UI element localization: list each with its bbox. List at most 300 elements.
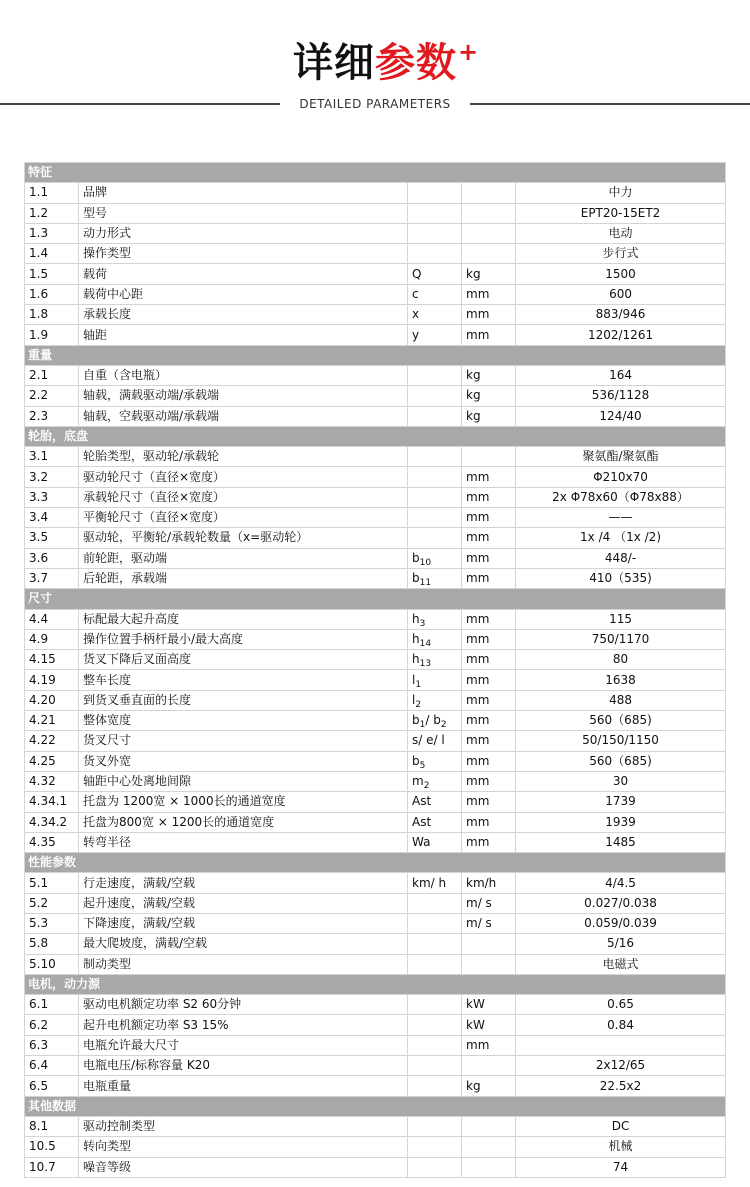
row-parameter: 转向类型 <box>79 1137 408 1157</box>
row-value: 2x Φ78x60（Φ78x88） <box>516 487 726 507</box>
row-unit <box>462 1157 516 1177</box>
table-row <box>25 467 726 487</box>
symbol-subscript: 1 <box>415 679 422 690</box>
table-row <box>25 609 726 629</box>
row-number: 1.8 <box>25 305 79 325</box>
row-unit: kW <box>462 1015 516 1035</box>
row-value: —— <box>516 508 726 528</box>
table-row <box>25 934 726 954</box>
row-parameter: 电瓶重量 <box>79 1076 408 1096</box>
row-value: 1739 <box>516 792 726 812</box>
title-red-part: 参数 <box>375 40 457 86</box>
row-parameter: 驱动轮，平衡轮/承载轮数量（x=驱动轮） <box>79 528 408 548</box>
row-symbol <box>408 365 462 385</box>
section-title: 其他数据 <box>25 1096 726 1116</box>
row-value: 4/4.5 <box>516 873 726 893</box>
row-number: 4.15 <box>25 650 79 670</box>
table-row <box>25 183 726 203</box>
symbol-text: l <box>412 672 416 687</box>
row-value <box>516 1035 726 1055</box>
row-unit: mm <box>462 325 516 345</box>
row-unit: mm <box>462 711 516 731</box>
symbol-subscript: 5 <box>419 760 426 771</box>
row-unit: kW <box>462 995 516 1015</box>
row-value: 机械 <box>516 1137 726 1157</box>
row-parameter: 驱动电机额定功率 S2 60分钟 <box>79 995 408 1015</box>
row-value: 164 <box>516 365 726 385</box>
row-symbol <box>408 467 462 487</box>
table-row <box>25 325 726 345</box>
symbol-text: h <box>412 611 420 626</box>
row-number: 6.5 <box>25 1076 79 1096</box>
row-value: 5/16 <box>516 934 726 954</box>
row-value: 410（535) <box>516 568 726 588</box>
row-parameter: 型号 <box>79 203 408 223</box>
symbol-text: h <box>412 631 420 646</box>
row-unit <box>462 1137 516 1157</box>
row-value: 步行式 <box>516 244 726 264</box>
row-unit: kg <box>462 264 516 284</box>
table-row <box>25 995 726 1015</box>
row-parameter: 平衡轮尺寸（直径×宽度） <box>79 508 408 528</box>
row-parameter: 起升速度，满载/空载 <box>79 893 408 913</box>
row-unit: kg <box>462 406 516 426</box>
row-number: 3.5 <box>25 528 79 548</box>
symbol-subscript-2: 2 <box>440 720 447 731</box>
row-unit: mm <box>462 771 516 791</box>
row-symbol <box>408 447 462 467</box>
table-row <box>25 365 726 385</box>
row-parameter: 整车长度 <box>79 670 408 690</box>
row-symbol <box>408 487 462 507</box>
row-unit <box>462 1056 516 1076</box>
section-header <box>25 426 726 446</box>
row-value: Φ210x70 <box>516 467 726 487</box>
row-number: 1.3 <box>25 223 79 243</box>
table-row <box>25 1015 726 1035</box>
row-number: 4.4 <box>25 609 79 629</box>
row-parameter: 轴距中心处离地间隙 <box>79 771 408 791</box>
row-unit <box>462 954 516 974</box>
row-parameter: 轴载，满载驱动端/承载端 <box>79 386 408 406</box>
row-unit: kg <box>462 386 516 406</box>
row-value: 1x /4 （1x /2) <box>516 528 726 548</box>
row-unit: km/h <box>462 873 516 893</box>
row-symbol <box>408 508 462 528</box>
table-row <box>25 873 726 893</box>
row-symbol <box>408 1035 462 1055</box>
symbol-subscript: 2 <box>423 781 430 792</box>
row-number: 6.2 <box>25 1015 79 1035</box>
symbol-text: c <box>412 286 419 301</box>
row-symbol <box>408 1015 462 1035</box>
row-parameter: 托盘为 1200宽 × 1000长的通道宽度 <box>79 792 408 812</box>
row-symbol <box>408 711 462 731</box>
row-value: 488 <box>516 690 726 710</box>
row-symbol <box>408 731 462 751</box>
plus-icon: + <box>458 38 479 66</box>
row-unit <box>462 183 516 203</box>
row-unit: mm <box>462 629 516 649</box>
row-number: 10.5 <box>25 1137 79 1157</box>
row-number: 1.5 <box>25 264 79 284</box>
row-number: 4.20 <box>25 690 79 710</box>
row-number: 6.4 <box>25 1056 79 1076</box>
row-number: 10.7 <box>25 1157 79 1177</box>
row-parameter: 最大爬坡度，满载/空载 <box>79 934 408 954</box>
row-number: 5.2 <box>25 893 79 913</box>
table-row <box>25 832 726 852</box>
section-header <box>25 589 726 609</box>
table-row <box>25 1076 726 1096</box>
row-parameter: 操作位置手柄杆最小/最大高度 <box>79 629 408 649</box>
row-unit: mm <box>462 487 516 507</box>
row-value: 1638 <box>516 670 726 690</box>
row-symbol <box>408 832 462 852</box>
section-header <box>25 853 726 873</box>
row-value: 124/40 <box>516 406 726 426</box>
table-row <box>25 1137 726 1157</box>
row-unit: mm <box>462 751 516 771</box>
row-number: 2.1 <box>25 365 79 385</box>
row-value: 22.5x2 <box>516 1076 726 1096</box>
row-number: 1.9 <box>25 325 79 345</box>
symbol-subscript: 1 <box>419 720 426 731</box>
row-value: 0.84 <box>516 1015 726 1035</box>
row-value: 0.65 <box>516 995 726 1015</box>
table-row <box>25 223 726 243</box>
table-row <box>25 447 726 467</box>
row-value: 中力 <box>516 183 726 203</box>
row-parameter: 电瓶电压/标称容量 K20 <box>79 1056 408 1076</box>
row-parameter: 载荷中心距 <box>79 284 408 304</box>
row-symbol <box>408 913 462 933</box>
row-value: DC <box>516 1116 726 1136</box>
row-number: 1.6 <box>25 284 79 304</box>
row-number: 4.34.1 <box>25 792 79 812</box>
table-row <box>25 487 726 507</box>
row-number: 4.21 <box>25 711 79 731</box>
row-number: 3.1 <box>25 447 79 467</box>
row-value: 883/946 <box>516 305 726 325</box>
table-row <box>25 568 726 588</box>
table-row <box>25 386 726 406</box>
row-value: 聚氨酯/聚氨酯 <box>516 447 726 467</box>
row-number: 4.25 <box>25 751 79 771</box>
table-row <box>25 548 726 568</box>
row-number: 2.3 <box>25 406 79 426</box>
table-row <box>25 812 726 832</box>
row-number: 4.34.2 <box>25 812 79 832</box>
header <box>0 0 750 140</box>
symbol-subscript: 14 <box>419 638 432 649</box>
row-parameter: 载荷 <box>79 264 408 284</box>
symbol-text: m <box>412 774 424 789</box>
row-parameter: 托盘为800宽 × 1200长的通道宽度 <box>79 812 408 832</box>
section-title: 轮胎，底盘 <box>25 426 726 446</box>
row-parameter: 电瓶允许最大尺寸 <box>79 1035 408 1055</box>
row-symbol <box>408 325 462 345</box>
row-symbol <box>408 995 462 1015</box>
row-parameter: 到货叉垂直面的长度 <box>79 690 408 710</box>
section-title: 尺寸 <box>25 589 726 609</box>
row-value: 0.059/0.039 <box>516 913 726 933</box>
row-parameter: 承载轮尺寸（直径×宽度） <box>79 487 408 507</box>
row-unit: mm <box>462 670 516 690</box>
row-unit <box>462 223 516 243</box>
row-symbol <box>408 548 462 568</box>
table-row <box>25 629 726 649</box>
row-value: 560（685) <box>516 711 726 731</box>
section-header <box>25 974 726 994</box>
page-title <box>0 38 750 88</box>
row-number: 8.1 <box>25 1116 79 1136</box>
row-unit: mm <box>462 609 516 629</box>
row-symbol <box>408 893 462 913</box>
row-symbol <box>408 1076 462 1096</box>
table-row <box>25 650 726 670</box>
row-parameter: 品牌 <box>79 183 408 203</box>
table-row <box>25 1116 726 1136</box>
row-symbol <box>408 873 462 893</box>
row-unit: mm <box>462 548 516 568</box>
row-value: EPT20-15ET2 <box>516 203 726 223</box>
row-value: 50/150/1150 <box>516 731 726 751</box>
section-title: 电机，动力源 <box>25 974 726 994</box>
row-parameter: 转弯半径 <box>79 832 408 852</box>
symbol-text: h <box>412 652 420 667</box>
section-title: 重量 <box>25 345 726 365</box>
row-number: 3.2 <box>25 467 79 487</box>
row-parameter: 货叉尺寸 <box>79 731 408 751</box>
symbol-text: Ast <box>412 794 432 809</box>
table-row <box>25 203 726 223</box>
symbol-text: km/ h <box>412 875 447 890</box>
row-number: 3.3 <box>25 487 79 507</box>
row-number: 5.10 <box>25 954 79 974</box>
section-header <box>25 345 726 365</box>
row-parameter: 起升电机额定功率 S3 15% <box>79 1015 408 1035</box>
row-symbol <box>408 305 462 325</box>
symbol-text-2: / b <box>425 713 441 728</box>
row-number: 4.19 <box>25 670 79 690</box>
table-row <box>25 954 726 974</box>
row-unit <box>462 447 516 467</box>
row-parameter: 行走速度，满载/空载 <box>79 873 408 893</box>
row-unit: mm <box>462 690 516 710</box>
row-number: 6.1 <box>25 995 79 1015</box>
row-parameter: 后轮距，承载端 <box>79 568 408 588</box>
row-unit: mm <box>462 650 516 670</box>
symbol-text: b <box>412 713 420 728</box>
section-header <box>25 163 726 183</box>
divider-left <box>0 103 280 105</box>
symbol-text: x <box>412 307 420 322</box>
symbol-subscript: 13 <box>419 659 432 670</box>
row-unit: mm <box>462 568 516 588</box>
row-symbol <box>408 751 462 771</box>
row-symbol <box>408 609 462 629</box>
symbol-text: s/ e/ l <box>412 733 445 748</box>
row-symbol <box>408 650 462 670</box>
table-row <box>25 913 726 933</box>
row-unit: mm <box>462 467 516 487</box>
row-number: 1.4 <box>25 244 79 264</box>
row-symbol <box>408 284 462 304</box>
row-number: 5.3 <box>25 913 79 933</box>
row-value: 1202/1261 <box>516 325 726 345</box>
table-row <box>25 284 726 304</box>
symbol-text: Ast <box>412 814 432 829</box>
row-parameter: 轴距 <box>79 325 408 345</box>
row-unit: kg <box>462 365 516 385</box>
row-unit: mm <box>462 508 516 528</box>
table-row <box>25 406 726 426</box>
section-title: 特征 <box>25 163 726 183</box>
row-symbol <box>408 183 462 203</box>
row-value: 电动 <box>516 223 726 243</box>
row-value: 448/- <box>516 548 726 568</box>
row-parameter: 下降速度，满载/空载 <box>79 913 408 933</box>
row-value: 600 <box>516 284 726 304</box>
row-symbol <box>408 670 462 690</box>
row-parameter: 轴载，空载驱动端/承载端 <box>79 406 408 426</box>
table-row <box>25 751 726 771</box>
row-unit <box>462 244 516 264</box>
row-parameter: 整体宽度 <box>79 711 408 731</box>
row-unit: mm <box>462 1035 516 1055</box>
table-row <box>25 731 726 751</box>
row-symbol <box>408 690 462 710</box>
row-number: 3.4 <box>25 508 79 528</box>
row-parameter: 货叉外宽 <box>79 751 408 771</box>
table-row <box>25 1035 726 1055</box>
row-symbol <box>408 934 462 954</box>
row-symbol <box>408 771 462 791</box>
table-row <box>25 1157 726 1177</box>
symbol-subscript: 2 <box>415 699 422 710</box>
row-parameter: 驱动控制类型 <box>79 1116 408 1136</box>
row-unit: mm <box>462 792 516 812</box>
symbol-text: b <box>412 571 420 586</box>
row-parameter: 标配最大起升高度 <box>79 609 408 629</box>
row-number: 4.35 <box>25 832 79 852</box>
table-row <box>25 670 726 690</box>
row-unit: mm <box>462 284 516 304</box>
row-symbol <box>408 386 462 406</box>
table-row <box>25 711 726 731</box>
symbol-text: y <box>412 327 420 342</box>
row-number: 2.2 <box>25 386 79 406</box>
row-unit <box>462 203 516 223</box>
symbol-text: l <box>412 692 416 707</box>
row-value: 115 <box>516 609 726 629</box>
row-number: 5.8 <box>25 934 79 954</box>
symbol-text: b <box>412 550 420 565</box>
row-symbol <box>408 792 462 812</box>
symbol-subscript: 10 <box>419 557 432 568</box>
section-title: 性能参数 <box>25 853 726 873</box>
row-symbol <box>408 568 462 588</box>
table-row <box>25 792 726 812</box>
row-parameter: 制动类型 <box>79 954 408 974</box>
symbol-text: Wa <box>412 834 431 849</box>
row-unit: m/ s <box>462 893 516 913</box>
row-parameter: 承载长度 <box>79 305 408 325</box>
section-header <box>25 1096 726 1116</box>
row-symbol <box>408 244 462 264</box>
row-symbol <box>408 1116 462 1136</box>
row-value: 1939 <box>516 812 726 832</box>
row-symbol <box>408 406 462 426</box>
row-unit: mm <box>462 812 516 832</box>
row-unit <box>462 934 516 954</box>
row-number: 6.3 <box>25 1035 79 1055</box>
row-number: 1.1 <box>25 183 79 203</box>
row-symbol <box>408 223 462 243</box>
row-parameter: 噪音等级 <box>79 1157 408 1177</box>
row-parameter: 动力形式 <box>79 223 408 243</box>
row-value: 80 <box>516 650 726 670</box>
row-parameter: 自重（含电瓶） <box>79 365 408 385</box>
row-symbol <box>408 954 462 974</box>
row-value: 1500 <box>516 264 726 284</box>
row-symbol <box>408 203 462 223</box>
table-row <box>25 264 726 284</box>
row-symbol <box>408 528 462 548</box>
row-value: 560（685) <box>516 751 726 771</box>
row-value: 1485 <box>516 832 726 852</box>
symbol-text: b <box>412 753 420 768</box>
page-subtitle: DETAILED PARAMETERS <box>299 97 451 111</box>
row-symbol <box>408 264 462 284</box>
table-row <box>25 528 726 548</box>
spec-table-body <box>25 163 726 1178</box>
divider-right <box>470 103 750 105</box>
symbol-subscript: 3 <box>419 618 426 629</box>
table-row <box>25 690 726 710</box>
row-symbol <box>408 629 462 649</box>
row-parameter: 货叉下降后叉面高度 <box>79 650 408 670</box>
row-number: 4.9 <box>25 629 79 649</box>
row-number: 3.7 <box>25 568 79 588</box>
row-unit: mm <box>462 528 516 548</box>
row-value: 536/1128 <box>516 386 726 406</box>
spec-table <box>24 162 726 1178</box>
row-number: 4.22 <box>25 731 79 751</box>
table-row <box>25 508 726 528</box>
table-row <box>25 771 726 791</box>
row-unit: mm <box>462 731 516 751</box>
row-value: 2x12/65 <box>516 1056 726 1076</box>
row-unit: mm <box>462 305 516 325</box>
row-unit: m/ s <box>462 913 516 933</box>
row-number: 1.2 <box>25 203 79 223</box>
table-row <box>25 305 726 325</box>
row-value: 0.027/0.038 <box>516 893 726 913</box>
row-parameter: 操作类型 <box>79 244 408 264</box>
row-value: 30 <box>516 771 726 791</box>
row-symbol <box>408 1137 462 1157</box>
row-value: 电磁式 <box>516 954 726 974</box>
row-parameter: 驱动轮尺寸（直径×宽度） <box>79 467 408 487</box>
row-number: 4.32 <box>25 771 79 791</box>
row-unit: kg <box>462 1076 516 1096</box>
row-number: 3.6 <box>25 548 79 568</box>
row-symbol <box>408 812 462 832</box>
row-value: 74 <box>516 1157 726 1177</box>
table-row <box>25 244 726 264</box>
